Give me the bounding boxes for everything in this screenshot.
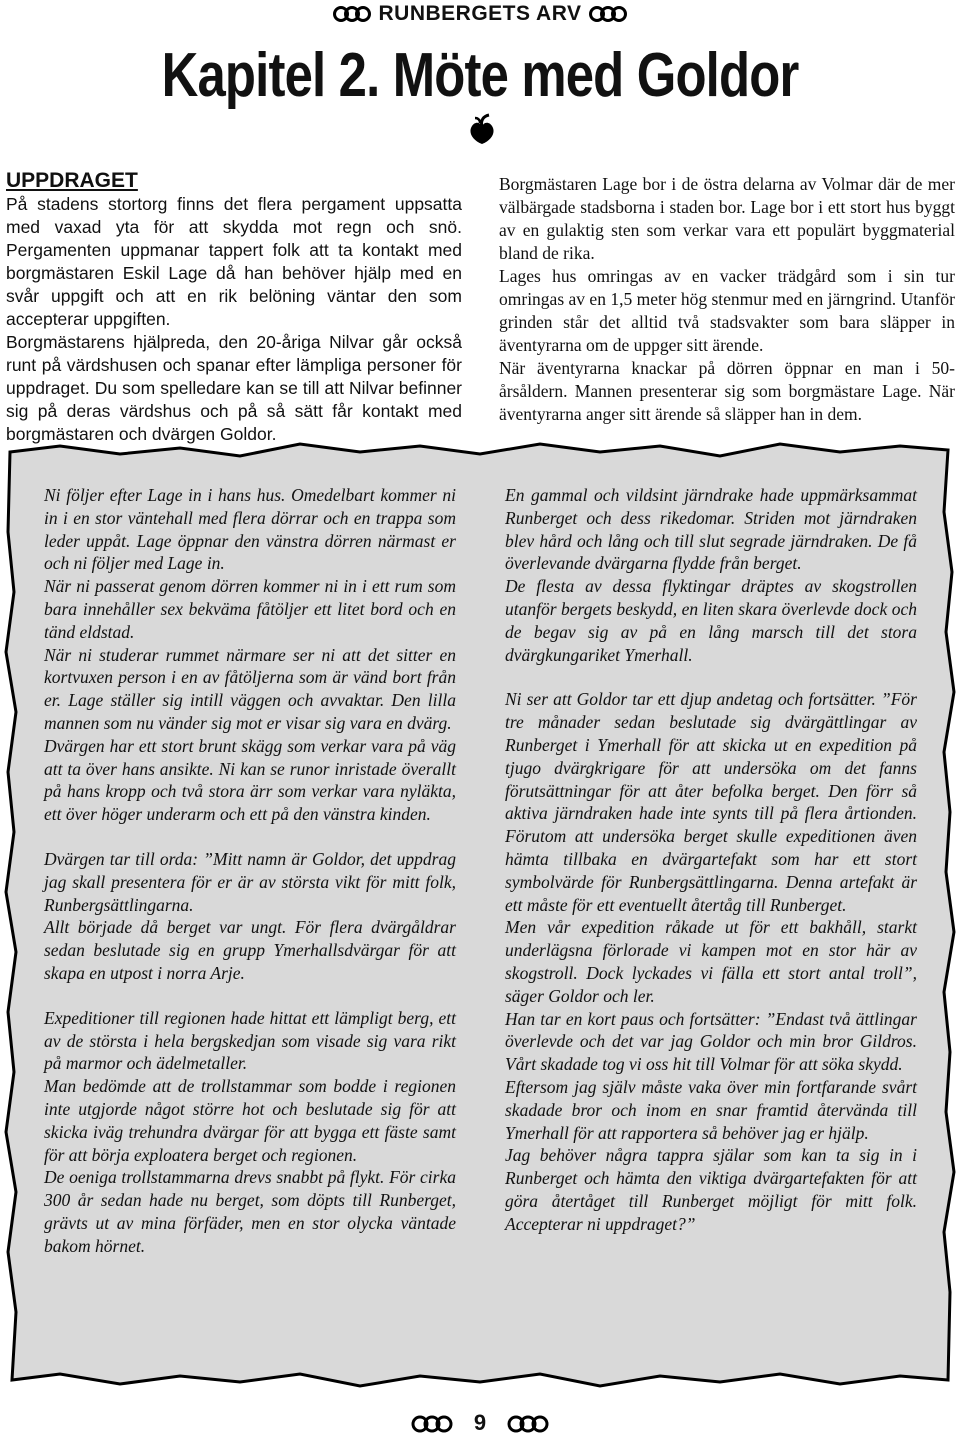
paragraph: Eftersom jag själv måste vaka över min fortfarande svårt skadade bror och inom en snar framtid återvända till Ymerhall för att rapportera så behöver jag er hjälp. [505, 1076, 917, 1143]
paragraph: Han tar en kort paus och fortsätter: ”Endast två ättlingar överlevde och det var jag Goldor och min bror Gildros. Vårt skadade tog vi oss hit till Volmar för att söka skydd. [505, 1008, 917, 1075]
paragraph: De flesta av dessa flyktingar dräptes av skogstrollen utanför bergets beskydd, en liten skara överlevde dock och de begav sig av på en lång marsch till det stora dvärgkungariket Ymerhall. [505, 576, 917, 665]
fleuron-ornament-icon [462, 110, 502, 150]
paragraph: Ni följer efter Lage in i hans hus. Omedelbart kommer ni in i en stor väntehall med flera dörrar och en trappa som leder uppåt. Lage öppnar den vänstra dörren närmast er och ni följer med Lage in. [44, 485, 456, 574]
left-column [6, 169, 462, 446]
celtic-knot-left-icon [332, 5, 372, 23]
paragraph: Jag behöver några tappra själar som kan ta sig in i Runberget och hämta den viktiga dvärgartefakten för att göra återtåget till Runberget möjligt för mitt folk. Accepterar ni uppdraget?” [505, 1145, 917, 1234]
paragraph: Man bedömde att de trollstammar som bodde i regionen inte utgjorde något större hot och beslutade sig för att skicka iväg trehundra dvärgar för att bygga ett fäste samt för att börja exploatera berget och regionen. [44, 1076, 456, 1165]
paragraph: Allt började då berget var ungt. För flera dvärgåldrar sedan beslutade sig en grupp Ymerhallsdvärgar för att skapa en utpost i norra Arje. [44, 917, 456, 983]
paragraph: Dvärgen har ett stort brunt skägg som verkar vara på väg att ta över hans ansikte. Ni kan se runor inristade överallt på hans kropp och två stora ärr som verkar vara nyläkta, ett över höger underarm och ett på den vänstra kinden. [44, 735, 456, 825]
right-column [499, 173, 955, 426]
running-title: RUNBERGETS ARV [378, 2, 582, 25]
page-footer [0, 1410, 960, 1436]
paragraph: En gammal och vildsint järndrake hade uppmärksammat Runberget och dess rikedomar. Striden mot järndraken blev hård och lång och till slut segrade järndraken. De få överlevande dvärgarna flydde från berget. [505, 485, 917, 574]
paragraph: Men vår expedition råkade ut för ett bakhåll, starkt underlägsna förlorade vi kampen mot en stor här av skogstroll. Dock lyckades vi fälla ett stort antal troll”, säger Goldor och ler. [505, 917, 917, 1006]
box-right-column [505, 484, 917, 1236]
paragraph: När äventyrarna knackar på dörren öppnar en man i 50-årsåldern. Mannen presenterar sig som borgmästare Lage. När äventyrarna anger sitt ärende så släpper han in dem. [499, 358, 955, 424]
paragraph: Expeditioner till regionen hade hittat ett lämpligt berg, ett av de största i hela bergskedjan som visade sig vara rikt på marmor och ädelmetaller. [44, 1007, 456, 1074]
paragraph: Lages hus omringas av en vacker trädgård som i sin tur omringas av en 1,5 meter hög stenmur med en järngrind. Utanför grinden står det alltid två stadsvakter som bara släpper in äventyrarna om de uppger sitt ärende. [499, 266, 955, 355]
paragraph: Borgmästarens hjälpreda, den 20-åriga Nilvar går också runt på värdshusen och spanar efter lämpliga personer för uppdraget. Du som spelledare kan se till att Nilvar befinner sig på deras värdshus och på så sätt får kontakt med borgmästaren och dvärgen Goldor. [6, 332, 462, 444]
box-left-column [44, 484, 456, 1258]
paragraph: Dvärgen tar till orda: ”Mitt namn är Goldor, det uppdrag jag skall presentera för er är av största vikt för mitt folk, Runbergsättlingarna. [44, 848, 456, 915]
section-heading: UPPDRAGET [6, 169, 138, 192]
paragraph: De oeniga trollstammarna drevs snabbt på flykt. För cirka 300 år sedan hade nu berget, som döpts till Runberget, grävts ut av mina förfäder, men en stor olycka väntade bakom hörnet. [44, 1167, 456, 1256]
chapter-title: Kapitel 2. Möte med Goldor [161, 41, 799, 110]
paragraph: När ni studerar rummet närmare ser ni att det sitter en kortvuxen person i en av fåtöljerna som är vänd bort från er. Lage ställer sig intill väggen och avvaktar. Den lilla mannen som nu vänder sig mot er visar sig vara en dvärg. [44, 644, 456, 733]
page-number: 9 [473, 1410, 487, 1435]
running-header [0, 2, 960, 26]
paragraph: När ni passerat genom dörren kommer ni in i ett rum som bara innehåller sex bekväma fåtöljer ett litet bord och en tänd eldstad. [44, 576, 456, 642]
celtic-knot-right-icon [506, 1414, 550, 1434]
celtic-knot-right-icon [588, 5, 628, 23]
paragraph: Ni ser att Goldor tar ett djup andetag och fortsätter. ”För tre månader sedan beslutade sig dvärgättlingar av Runberget i Ymerhall för att skicka ut en expedition på tjugo dvärgkrigare för att undersöka om det fanns förutsättningar för att åter befolka berget. Den förr så aktiva järndraken hade inte synts till på flera årtionden. Förutom att undersöka berget skulle expeditionen även hämta tillbaka en dvärgartefakt som har ett stort symbolvärde för Runbergsättlingarna. Denna artefakt är ett måste för ett eventuellt återtåg till Runberget. [505, 689, 917, 915]
celtic-knot-left-icon [410, 1414, 454, 1434]
paragraph: På stadens stortorg finns det flera pergament uppsatta med vaxad yta för att skydda mot regn och snö. Pergamenten uppmanar tappert folk att ta kontakt med borgmästaren Eskil Lage då han behöver hjälp med en svår uppgift och att en rik belöning väntar den som accepterar uppgiften. [6, 194, 462, 329]
read-aloud-box [0, 432, 960, 1392]
paragraph: Borgmästaren Lage bor i de östra delarna av Volmar där de mer välbärgade stadsborna i staden bor. Lage bor i ett stort hus byggt av en gulaktig sten som verkar vara ett populärt byggmaterial bland de rika. [499, 174, 955, 263]
